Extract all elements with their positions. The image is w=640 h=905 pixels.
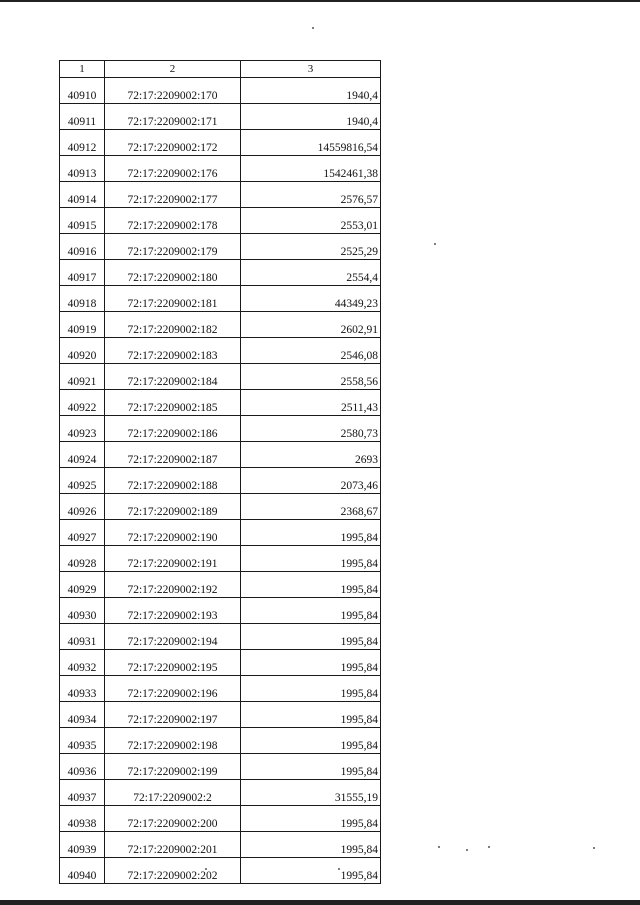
value-cell: 31555,19 xyxy=(241,780,381,806)
value-cell: 1995,84 xyxy=(241,624,381,650)
value-cell: 44349,23 xyxy=(241,286,381,312)
row-number-cell: 40924 xyxy=(60,442,105,468)
table-row xyxy=(60,104,381,130)
cadastral-number-cell: 72:17:2209002:170 xyxy=(105,78,241,104)
value-cell: 2553,01 xyxy=(241,208,381,234)
table-row xyxy=(60,130,381,156)
row-number-cell: 40917 xyxy=(60,260,105,286)
row-number-cell: 40930 xyxy=(60,598,105,624)
row-number-cell: 40931 xyxy=(60,624,105,650)
row-number-cell: 40913 xyxy=(60,156,105,182)
row-number-cell: 40919 xyxy=(60,312,105,338)
row-number-cell: 40939 xyxy=(60,832,105,858)
cadastral-number-cell: 72:17:2209002:172 xyxy=(105,130,241,156)
value-cell: 2546,08 xyxy=(241,338,381,364)
table-row xyxy=(60,520,381,546)
cadastral-number-cell: 72:17:2209002:192 xyxy=(105,572,241,598)
table-body xyxy=(60,78,381,884)
row-number-cell: 40918 xyxy=(60,286,105,312)
table-row xyxy=(60,546,381,572)
value-cell: 2558,56 xyxy=(241,364,381,390)
cadastral-number-cell: 72:17:2209002:188 xyxy=(105,468,241,494)
value-cell: 1995,84 xyxy=(241,546,381,572)
row-number-cell: 40933 xyxy=(60,676,105,702)
scan-speck xyxy=(488,846,490,848)
value-cell: 1995,84 xyxy=(241,806,381,832)
value-cell: 1995,84 xyxy=(241,702,381,728)
cadastral-number-cell: 72:17:2209002:176 xyxy=(105,156,241,182)
table-row xyxy=(60,728,381,754)
table-row xyxy=(60,624,381,650)
row-number-cell: 40927 xyxy=(60,520,105,546)
row-number-cell: 40934 xyxy=(60,702,105,728)
cadastral-number-cell: 72:17:2209002:200 xyxy=(105,806,241,832)
cadastral-number-cell: 72:17:2209002:178 xyxy=(105,208,241,234)
table-row xyxy=(60,494,381,520)
row-number-cell: 40915 xyxy=(60,208,105,234)
value-cell: 1995,84 xyxy=(241,520,381,546)
table-row xyxy=(60,442,381,468)
row-number-cell: 40921 xyxy=(60,364,105,390)
value-cell: 1995,84 xyxy=(241,832,381,858)
table-row xyxy=(60,208,381,234)
column-header-3: 3 xyxy=(241,61,381,78)
row-number-cell: 40910 xyxy=(60,78,105,104)
scan-speck xyxy=(593,847,595,849)
row-number-cell: 40923 xyxy=(60,416,105,442)
value-cell: 2602,91 xyxy=(241,312,381,338)
cadastral-number-cell: 72:17:2209002:201 xyxy=(105,832,241,858)
row-number-cell: 40936 xyxy=(60,754,105,780)
table-row xyxy=(60,468,381,494)
row-number-cell: 40940 xyxy=(60,858,105,884)
table-row xyxy=(60,312,381,338)
scan-speck xyxy=(438,846,440,848)
cadastral-number-cell: 72:17:2209002:202 xyxy=(105,858,241,884)
value-cell: 1940,4 xyxy=(241,78,381,104)
cadastral-number-cell: 72:17:2209002:180 xyxy=(105,260,241,286)
cadastral-number-cell: 72:17:2209002:171 xyxy=(105,104,241,130)
row-number-cell: 40925 xyxy=(60,468,105,494)
value-cell: 1940,4 xyxy=(241,104,381,130)
cadastral-number-cell: 72:17:2209002:193 xyxy=(105,598,241,624)
table-row xyxy=(60,156,381,182)
table-row xyxy=(60,390,381,416)
value-cell: 1995,84 xyxy=(241,650,381,676)
scan-speck xyxy=(434,243,436,245)
scan-speck xyxy=(466,849,468,851)
value-cell: 1995,84 xyxy=(241,728,381,754)
value-cell: 1542461,38 xyxy=(241,156,381,182)
cadastral-number-cell: 72:17:2209002:199 xyxy=(105,754,241,780)
table-row xyxy=(60,832,381,858)
scan-border-bottom xyxy=(0,900,640,905)
row-number-cell: 40912 xyxy=(60,130,105,156)
column-header-1: 1 xyxy=(60,61,105,78)
value-cell: 1995,84 xyxy=(241,572,381,598)
row-number-cell: 40922 xyxy=(60,390,105,416)
cadastral-number-cell: 72:17:2209002:195 xyxy=(105,650,241,676)
value-cell: 2580,73 xyxy=(241,416,381,442)
table-row xyxy=(60,676,381,702)
cadastral-value-table xyxy=(59,60,381,884)
table-header-row xyxy=(60,61,381,78)
row-number-cell: 40911 xyxy=(60,104,105,130)
table-row xyxy=(60,702,381,728)
cadastral-number-cell: 72:17:2209002:191 xyxy=(105,546,241,572)
table-row xyxy=(60,78,381,104)
cadastral-number-cell: 72:17:2209002:198 xyxy=(105,728,241,754)
value-cell: 14559816,54 xyxy=(241,130,381,156)
table-row xyxy=(60,754,381,780)
table-row xyxy=(60,416,381,442)
value-cell: 2576,57 xyxy=(241,182,381,208)
cadastral-number-cell: 72:17:2209002:177 xyxy=(105,182,241,208)
row-number-cell: 40935 xyxy=(60,728,105,754)
cadastral-number-cell: 72:17:2209002:197 xyxy=(105,702,241,728)
cadastral-number-cell: 72:17:2209002:189 xyxy=(105,494,241,520)
value-cell: 1995,84 xyxy=(241,858,381,884)
row-number-cell: 40926 xyxy=(60,494,105,520)
table-row xyxy=(60,572,381,598)
value-cell: 2073,46 xyxy=(241,468,381,494)
table-row xyxy=(60,338,381,364)
cadastral-number-cell: 72:17:2209002:2 xyxy=(105,780,241,806)
cadastral-number-cell: 72:17:2209002:179 xyxy=(105,234,241,260)
table-row xyxy=(60,598,381,624)
table-row xyxy=(60,858,381,884)
value-cell: 1995,84 xyxy=(241,598,381,624)
cadastral-number-cell: 72:17:2209002:186 xyxy=(105,416,241,442)
cadastral-number-cell: 72:17:2209002:187 xyxy=(105,442,241,468)
scan-border-top xyxy=(0,0,640,2)
scan-speck xyxy=(312,27,314,29)
cadastral-number-cell: 72:17:2209002:190 xyxy=(105,520,241,546)
value-cell: 2554,4 xyxy=(241,260,381,286)
cadastral-number-cell: 72:17:2209002:182 xyxy=(105,312,241,338)
table-row xyxy=(60,234,381,260)
table-row xyxy=(60,650,381,676)
value-cell: 2693 xyxy=(241,442,381,468)
value-cell: 2525,29 xyxy=(241,234,381,260)
row-number-cell: 40938 xyxy=(60,806,105,832)
value-cell: 2368,67 xyxy=(241,494,381,520)
row-number-cell: 40937 xyxy=(60,780,105,806)
value-cell: 1995,84 xyxy=(241,676,381,702)
cadastral-number-cell: 72:17:2209002:196 xyxy=(105,676,241,702)
table-row xyxy=(60,364,381,390)
table-row xyxy=(60,780,381,806)
row-number-cell: 40929 xyxy=(60,572,105,598)
cadastral-number-cell: 72:17:2209002:184 xyxy=(105,364,241,390)
row-number-cell: 40932 xyxy=(60,650,105,676)
table-row xyxy=(60,260,381,286)
row-number-cell: 40914 xyxy=(60,182,105,208)
cadastral-number-cell: 72:17:2209002:183 xyxy=(105,338,241,364)
row-number-cell: 40928 xyxy=(60,546,105,572)
table-row xyxy=(60,182,381,208)
table-row xyxy=(60,286,381,312)
cadastral-number-cell: 72:17:2209002:185 xyxy=(105,390,241,416)
column-header-2: 2 xyxy=(105,61,241,78)
value-cell: 1995,84 xyxy=(241,754,381,780)
table-row xyxy=(60,806,381,832)
cadastral-number-cell: 72:17:2209002:181 xyxy=(105,286,241,312)
cadastral-number-cell: 72:17:2209002:194 xyxy=(105,624,241,650)
row-number-cell: 40920 xyxy=(60,338,105,364)
row-number-cell: 40916 xyxy=(60,234,105,260)
value-cell: 2511,43 xyxy=(241,390,381,416)
